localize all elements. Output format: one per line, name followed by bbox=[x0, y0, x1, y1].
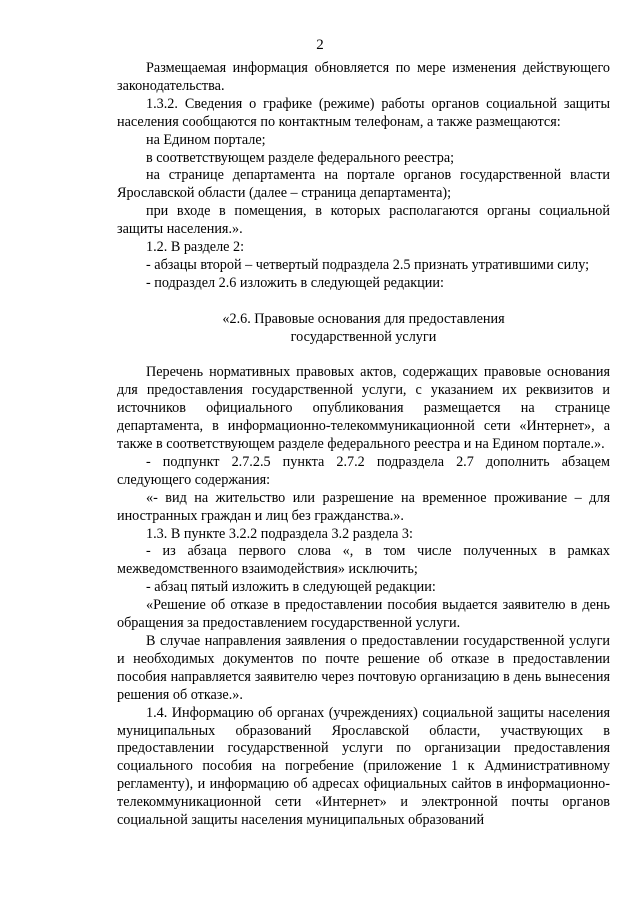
paragraph: - из абзаца первого слова «, в том числе полученных в рамках межведомственного взаимодействия» исключить; bbox=[117, 543, 610, 578]
section-heading-line-2: государственной услуги bbox=[290, 328, 437, 345]
page-number: 2 bbox=[316, 37, 324, 53]
paragraph: - абзац пятый изложить в следующей редакции: bbox=[146, 579, 436, 596]
paragraph: В случае направления заявления о предоставлении государственной услуги и необходимых документов по почте решение об отказе в предоставлении пособия направляется заявителю через почтовую организацию в день вынесения решения об отказе.». bbox=[117, 632, 610, 703]
paragraph: Перечень нормативных правовых актов, содержащих правовые основания для предоставления государственной услуги, с указанием их реквизитов и источников официального опубликования размещается на странице департамента, в информационно-телекоммуникационной сети «Интернет», а также в соответствующем разделе федерального реестра и на Едином портале.». bbox=[117, 364, 610, 452]
paragraph: при входе в помещения, в которых располагаются органы социальной защиты населения.». bbox=[117, 203, 610, 238]
section-heading-line-1: «2.6. Правовые основания для предоставления bbox=[222, 310, 505, 327]
paragraph: - абзацы второй – четвертый подраздела 2.5 признать утратившими силу; bbox=[146, 256, 590, 273]
paragraph: - подраздел 2.6 изложить в следующей редакции: bbox=[146, 274, 444, 291]
paragraph: «Решение об отказе в предоставлении пособия выдается заявителю в день обращения за предоставлением государственной услуги. bbox=[117, 597, 610, 632]
paragraph: на странице департамента на портале органов государственной власти Ярославской области (далее – страница департамента); bbox=[117, 167, 610, 202]
paragraph: 1.3. В пункте 3.2.2 подраздела 3.2 раздела 3: bbox=[146, 525, 413, 542]
paragraph: - подпункт 2.7.2.5 пункта 2.7.2 подраздела 2.7 дополнить абзацем следующего содержания: bbox=[117, 453, 610, 488]
document-body bbox=[117, 60, 610, 830]
paragraph: 1.4. Информацию об органах (учреждениях) социальной защиты населения муниципальных образований Ярославской области, участвующих в предоставлении государственной услуги по организации предоставления социального пособия на погребение (приложение 1 к Административному регламенту), и информацию об адресах официальных сайтов в информационно-телекоммуникационной сети «Интернет» и электронной почты органов социальной защиты населения муниципальных образований bbox=[117, 704, 610, 829]
paragraph: на Едином портале; bbox=[146, 131, 266, 148]
paragraph: 1.2. В разделе 2: bbox=[146, 239, 245, 256]
paragraph: «- вид на жительство или разрешение на временное проживание – для иностранных граждан и лиц без гражданства.». bbox=[117, 489, 610, 524]
paragraph: в соответствующем разделе федерального реестра; bbox=[146, 149, 455, 166]
paragraph: Размещаемая информация обновляется по мере изменения действующего законодательства. bbox=[117, 60, 610, 94]
section-heading bbox=[117, 311, 610, 347]
paragraph: 1.3.2. Сведения о графике (режиме) работы органов социальной защиты населения сообщаются по контактным телефонам, а также размещаются: bbox=[117, 95, 610, 130]
